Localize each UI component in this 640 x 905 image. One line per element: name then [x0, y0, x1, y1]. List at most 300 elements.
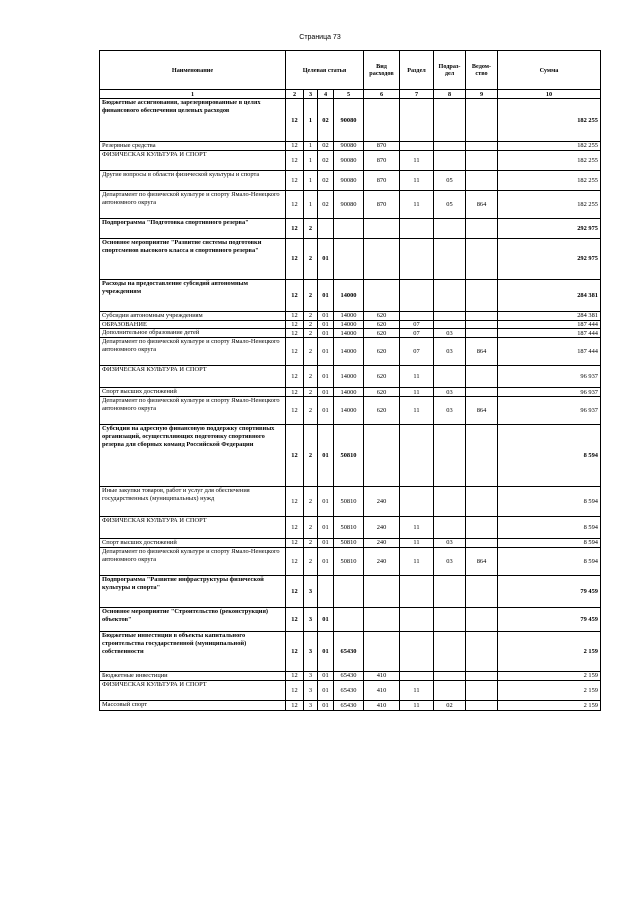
row-amount: 182 255	[498, 99, 601, 142]
row-code-c7	[400, 238, 434, 279]
row-code-c5: 65430	[334, 631, 364, 671]
row-code-c6: 620	[364, 338, 400, 366]
row-code-c9: 864	[466, 338, 498, 366]
row-code-c3: 2	[304, 397, 318, 425]
table-header-row	[100, 51, 601, 90]
row-code-c6: 870	[364, 170, 400, 190]
row-name: Спорт высших достижений	[100, 539, 286, 548]
row-code-c7	[400, 311, 434, 320]
row-code-c7: 11	[400, 190, 434, 218]
row-code-c8: 03	[434, 338, 466, 366]
row-code-c5: 65430	[334, 680, 364, 700]
row-code-c3: 2	[304, 329, 318, 338]
row-code-c7: 11	[400, 397, 434, 425]
header-expense-type: Вид расходов	[364, 51, 400, 90]
row-code-c6	[364, 99, 400, 142]
row-code-c9	[466, 631, 498, 671]
row-amount: 8 594	[498, 517, 601, 539]
row-code-c7: 11	[400, 700, 434, 710]
row-code-c4: 01	[318, 366, 334, 388]
row-code-c7	[400, 607, 434, 631]
row-code-c3: 1	[304, 190, 318, 218]
row-code-c6	[364, 279, 400, 311]
row-code-c3: 2	[304, 425, 318, 487]
row-code-c7: 11	[400, 547, 434, 575]
row-code-c3: 2	[304, 388, 318, 397]
column-number-row	[100, 90, 601, 99]
row-code-c9	[466, 517, 498, 539]
row-code-c9	[466, 320, 498, 329]
row-amount: 8 594	[498, 487, 601, 517]
row-code-c9	[466, 425, 498, 487]
row-code-c2: 12	[286, 388, 304, 397]
table-row	[100, 388, 601, 397]
table-row	[100, 329, 601, 338]
table-row	[100, 150, 601, 170]
row-code-c5: 14000	[334, 329, 364, 338]
row-name: Департамент по физической культуре и спорту Ямало-Ненецкого автономного округа	[100, 338, 286, 366]
row-code-c6: 240	[364, 517, 400, 539]
row-code-c6: 870	[364, 142, 400, 151]
table-row	[100, 218, 601, 238]
row-code-c5: 90080	[334, 190, 364, 218]
column-number: 1	[100, 90, 286, 99]
column-number: 2	[286, 90, 304, 99]
row-code-c7: 11	[400, 388, 434, 397]
row-code-c2: 12	[286, 366, 304, 388]
row-code-c6: 240	[364, 547, 400, 575]
row-name: ОБРАЗОВАНИЕ	[100, 320, 286, 329]
row-code-c9	[466, 238, 498, 279]
row-name: Дополнительное образование детей	[100, 329, 286, 338]
row-amount: 8 594	[498, 539, 601, 548]
column-number: 10	[498, 90, 601, 99]
row-code-c7: 11	[400, 366, 434, 388]
row-code-c3: 2	[304, 547, 318, 575]
row-code-c5: 50810	[334, 487, 364, 517]
budget-table	[99, 50, 601, 711]
row-name: ФИЗИЧЕСКАЯ КУЛЬТУРА И СПОРТ	[100, 150, 286, 170]
row-code-c5: 65430	[334, 700, 364, 710]
row-code-c8	[434, 671, 466, 680]
row-code-c2: 12	[286, 320, 304, 329]
row-code-c4: 01	[318, 487, 334, 517]
row-name: Основное мероприятие "Развитие системы подготовки спортсменов высокого класса и спортивного резерва"	[100, 238, 286, 279]
table-row	[100, 190, 601, 218]
table-row	[100, 575, 601, 607]
table-row	[100, 311, 601, 320]
row-code-c4: 01	[318, 320, 334, 329]
row-amount: 182 255	[498, 142, 601, 151]
row-code-c9	[466, 329, 498, 338]
row-name: Подпрограмма "Подготовка спортивного резерва"	[100, 218, 286, 238]
row-code-c9	[466, 150, 498, 170]
row-code-c2: 12	[286, 170, 304, 190]
row-code-c3: 3	[304, 607, 318, 631]
row-code-c2: 12	[286, 150, 304, 170]
header-target-article: Целевая статья	[286, 51, 364, 90]
row-code-c9: 864	[466, 190, 498, 218]
row-name: Субсидии на адресную финансовую поддержку спортивных организаций, осуществляющих подготовку спортивного резерва для сборных команд Российской Федерации	[100, 425, 286, 487]
row-code-c2: 12	[286, 607, 304, 631]
row-code-c8	[434, 218, 466, 238]
table-row	[100, 671, 601, 680]
row-code-c8	[434, 487, 466, 517]
row-code-c7: 07	[400, 338, 434, 366]
row-code-c6: 240	[364, 487, 400, 517]
row-code-c6	[364, 238, 400, 279]
row-code-c4: 01	[318, 329, 334, 338]
row-name: Иные закупки товаров, работ и услуг для обеспечения государственных (муниципальных) нужд	[100, 487, 286, 517]
row-code-c6: 870	[364, 150, 400, 170]
row-code-c3: 2	[304, 320, 318, 329]
row-code-c5: 50810	[334, 539, 364, 548]
row-code-c4: 01	[318, 680, 334, 700]
row-code-c7: 07	[400, 329, 434, 338]
row-code-c8: 03	[434, 539, 466, 548]
row-code-c4: 01	[318, 607, 334, 631]
row-code-c8	[434, 320, 466, 329]
row-code-c8: 02	[434, 700, 466, 710]
row-code-c7	[400, 425, 434, 487]
column-number: 8	[434, 90, 466, 99]
row-name: Другие вопросы в области физической культуры и спорта	[100, 170, 286, 190]
row-code-c6	[364, 631, 400, 671]
row-code-c8	[434, 279, 466, 311]
row-name: Бюджетные ассигнования, зарезервированные в целях финансового обеспечения целевых расходов	[100, 99, 286, 142]
row-amount: 2 159	[498, 680, 601, 700]
table-row	[100, 238, 601, 279]
row-code-c8: 03	[434, 329, 466, 338]
table-row	[100, 99, 601, 142]
row-code-c9	[466, 388, 498, 397]
row-name: Департамент по физической культуре и спорту Ямало-Ненецкого автономного округа	[100, 397, 286, 425]
row-code-c9	[466, 218, 498, 238]
row-amount: 8 594	[498, 547, 601, 575]
row-name: Субсидии автономным учреждениям	[100, 311, 286, 320]
row-amount: 96 937	[498, 388, 601, 397]
row-code-c6	[364, 425, 400, 487]
row-code-c3: 2	[304, 311, 318, 320]
row-code-c2: 12	[286, 700, 304, 710]
row-name: ФИЗИЧЕСКАЯ КУЛЬТУРА И СПОРТ	[100, 680, 286, 700]
table-row	[100, 397, 601, 425]
row-code-c2: 12	[286, 517, 304, 539]
row-amount: 96 937	[498, 397, 601, 425]
row-name: Массовый спорт	[100, 700, 286, 710]
row-code-c6: 620	[364, 320, 400, 329]
row-code-c2: 12	[286, 311, 304, 320]
row-code-c4: 01	[318, 631, 334, 671]
row-code-c3: 2	[304, 279, 318, 311]
row-amount: 187 444	[498, 329, 601, 338]
row-code-c2: 12	[286, 238, 304, 279]
row-code-c3: 2	[304, 238, 318, 279]
row-name: Бюджетные инвестиции в объекты капитального строительства государственной (муниципальной) собственности	[100, 631, 286, 671]
row-code-c5: 14000	[334, 388, 364, 397]
row-code-c8: 03	[434, 397, 466, 425]
row-code-c5	[334, 238, 364, 279]
row-code-c2: 12	[286, 539, 304, 548]
row-code-c5: 50810	[334, 547, 364, 575]
table-row	[100, 279, 601, 311]
row-code-c4: 01	[318, 397, 334, 425]
row-code-c8: 05	[434, 190, 466, 218]
row-code-c3: 1	[304, 142, 318, 151]
row-code-c4: 01	[318, 700, 334, 710]
row-code-c4: 01	[318, 539, 334, 548]
row-code-c3: 3	[304, 680, 318, 700]
row-code-c5: 14000	[334, 279, 364, 311]
row-code-c5	[334, 218, 364, 238]
row-code-c5: 14000	[334, 366, 364, 388]
row-code-c3: 2	[304, 517, 318, 539]
row-code-c6: 620	[364, 366, 400, 388]
row-code-c2: 12	[286, 329, 304, 338]
row-code-c5	[334, 575, 364, 607]
row-code-c6: 410	[364, 671, 400, 680]
table-row	[100, 366, 601, 388]
row-code-c5: 65430	[334, 671, 364, 680]
row-name: Департамент по физической культуре и спорту Ямало-Ненецкого автономного округа	[100, 190, 286, 218]
row-code-c7: 07	[400, 320, 434, 329]
row-code-c5: 90080	[334, 150, 364, 170]
row-code-c5: 14000	[334, 311, 364, 320]
row-code-c7	[400, 99, 434, 142]
row-name: ФИЗИЧЕСКАЯ КУЛЬТУРА И СПОРТ	[100, 517, 286, 539]
row-name: Расходы на предоставление субсидий автономным учреждениям	[100, 279, 286, 311]
row-code-c3: 1	[304, 99, 318, 142]
row-code-c9	[466, 279, 498, 311]
table-row	[100, 425, 601, 487]
row-code-c2: 12	[286, 142, 304, 151]
row-code-c6: 620	[364, 388, 400, 397]
row-code-c6: 620	[364, 329, 400, 338]
row-amount: 182 255	[498, 150, 601, 170]
row-code-c7	[400, 279, 434, 311]
row-code-c7: 11	[400, 150, 434, 170]
row-code-c6: 410	[364, 680, 400, 700]
row-code-c2: 12	[286, 487, 304, 517]
row-code-c5: 14000	[334, 338, 364, 366]
row-code-c3: 3	[304, 631, 318, 671]
row-code-c8	[434, 142, 466, 151]
row-name: Бюджетные инвестиции	[100, 671, 286, 680]
row-code-c9	[466, 311, 498, 320]
row-code-c2: 12	[286, 547, 304, 575]
row-code-c8	[434, 680, 466, 700]
row-code-c8	[434, 631, 466, 671]
row-code-c5: 90080	[334, 99, 364, 142]
row-code-c3: 1	[304, 150, 318, 170]
table-row	[100, 487, 601, 517]
table-row	[100, 517, 601, 539]
row-code-c6: 870	[364, 190, 400, 218]
row-code-c7	[400, 671, 434, 680]
row-code-c2: 12	[286, 631, 304, 671]
row-code-c5: 14000	[334, 320, 364, 329]
row-code-c9	[466, 99, 498, 142]
row-amount: 2 159	[498, 631, 601, 671]
row-name: Спорт высших достижений	[100, 388, 286, 397]
row-code-c8	[434, 150, 466, 170]
row-code-c9	[466, 539, 498, 548]
row-amount: 187 444	[498, 320, 601, 329]
row-code-c2: 12	[286, 671, 304, 680]
row-amount: 182 255	[498, 190, 601, 218]
table-row	[100, 539, 601, 548]
row-code-c5: 14000	[334, 397, 364, 425]
row-code-c4: 02	[318, 170, 334, 190]
column-number: 4	[318, 90, 334, 99]
row-code-c4: 02	[318, 99, 334, 142]
row-code-c6: 620	[364, 311, 400, 320]
row-code-c9	[466, 142, 498, 151]
page-number-label: Страница 73	[299, 34, 341, 41]
row-code-c4: 01	[318, 311, 334, 320]
row-code-c5	[334, 607, 364, 631]
row-code-c6	[364, 218, 400, 238]
table-row	[100, 631, 601, 671]
row-code-c5: 50810	[334, 425, 364, 487]
row-amount: 2 159	[498, 700, 601, 710]
row-code-c2: 12	[286, 575, 304, 607]
row-code-c4: 01	[318, 279, 334, 311]
table-row	[100, 170, 601, 190]
row-name: Основное мероприятие "Строительство (реконструкция) объектов"	[100, 607, 286, 631]
row-code-c7	[400, 631, 434, 671]
table-row	[100, 320, 601, 329]
row-code-c7	[400, 142, 434, 151]
row-code-c6	[364, 607, 400, 631]
row-code-c4: 01	[318, 388, 334, 397]
row-code-c2: 12	[286, 279, 304, 311]
row-name: ФИЗИЧЕСКАЯ КУЛЬТУРА И СПОРТ	[100, 366, 286, 388]
row-code-c8	[434, 425, 466, 487]
row-amount: 284 381	[498, 279, 601, 311]
table-row	[100, 700, 601, 710]
row-code-c9	[466, 680, 498, 700]
row-code-c4: 01	[318, 671, 334, 680]
row-amount: 284 381	[498, 311, 601, 320]
row-code-c6: 620	[364, 397, 400, 425]
row-code-c4: 01	[318, 238, 334, 279]
row-code-c2: 12	[286, 338, 304, 366]
row-code-c8	[434, 311, 466, 320]
row-code-c9: 864	[466, 397, 498, 425]
row-code-c6: 240	[364, 539, 400, 548]
row-code-c8: 03	[434, 547, 466, 575]
row-code-c8: 05	[434, 170, 466, 190]
row-code-c2: 12	[286, 218, 304, 238]
row-code-c9	[466, 366, 498, 388]
column-number: 9	[466, 90, 498, 99]
row-code-c9	[466, 607, 498, 631]
row-code-c6	[364, 575, 400, 607]
row-code-c9	[466, 575, 498, 607]
row-code-c7: 11	[400, 539, 434, 548]
row-code-c2: 12	[286, 425, 304, 487]
row-amount: 79 459	[498, 607, 601, 631]
row-code-c3: 2	[304, 487, 318, 517]
column-number: 7	[400, 90, 434, 99]
row-code-c7: 11	[400, 170, 434, 190]
row-code-c4: 01	[318, 547, 334, 575]
row-amount: 8 594	[498, 425, 601, 487]
row-name: Департамент по физической культуре и спорту Ямало-Ненецкого автономного округа	[100, 547, 286, 575]
row-code-c7: 11	[400, 517, 434, 539]
row-code-c8	[434, 366, 466, 388]
row-amount: 2 159	[498, 671, 601, 680]
row-code-c3: 2	[304, 539, 318, 548]
row-code-c5: 50810	[334, 517, 364, 539]
table-row	[100, 142, 601, 151]
table-row	[100, 680, 601, 700]
row-code-c3: 3	[304, 700, 318, 710]
row-code-c8	[434, 238, 466, 279]
row-code-c4	[318, 218, 334, 238]
row-code-c4: 01	[318, 517, 334, 539]
row-code-c3: 3	[304, 671, 318, 680]
row-amount: 292 975	[498, 218, 601, 238]
row-name: Резервные средства	[100, 142, 286, 151]
row-code-c7	[400, 575, 434, 607]
row-code-c8	[434, 517, 466, 539]
row-code-c5: 90080	[334, 170, 364, 190]
row-code-c9	[466, 671, 498, 680]
column-number: 3	[304, 90, 318, 99]
row-code-c5: 90080	[334, 142, 364, 151]
row-code-c9	[466, 700, 498, 710]
header-subsection: Подраз-дел	[434, 51, 466, 90]
row-amount: 79 459	[498, 575, 601, 607]
header-section: Раздел	[400, 51, 434, 90]
row-code-c3: 1	[304, 170, 318, 190]
row-code-c8: 03	[434, 388, 466, 397]
row-code-c9: 864	[466, 547, 498, 575]
column-number: 5	[334, 90, 364, 99]
column-number: 6	[364, 90, 400, 99]
row-code-c3: 2	[304, 218, 318, 238]
header-amount: Сумма	[498, 51, 601, 90]
row-code-c9	[466, 487, 498, 517]
table-row	[100, 547, 601, 575]
row-code-c4	[318, 575, 334, 607]
row-code-c9	[466, 170, 498, 190]
row-amount: 187 444	[498, 338, 601, 366]
row-code-c4: 02	[318, 190, 334, 218]
row-code-c6: 410	[364, 700, 400, 710]
row-code-c4: 02	[318, 142, 334, 151]
row-code-c2: 12	[286, 397, 304, 425]
row-code-c8	[434, 575, 466, 607]
row-code-c7: 11	[400, 680, 434, 700]
row-code-c2: 12	[286, 190, 304, 218]
row-code-c8	[434, 99, 466, 142]
header-name: Наименование	[100, 51, 286, 90]
row-code-c2: 12	[286, 99, 304, 142]
row-code-c2: 12	[286, 680, 304, 700]
row-code-c3: 2	[304, 366, 318, 388]
row-amount: 182 255	[498, 170, 601, 190]
row-code-c7	[400, 218, 434, 238]
row-code-c7	[400, 487, 434, 517]
row-code-c8	[434, 607, 466, 631]
table-row	[100, 338, 601, 366]
row-name: Подпрограмма "Развитие инфраструктуры физической культуры и спорта"	[100, 575, 286, 607]
table-row	[100, 607, 601, 631]
row-amount: 292 975	[498, 238, 601, 279]
